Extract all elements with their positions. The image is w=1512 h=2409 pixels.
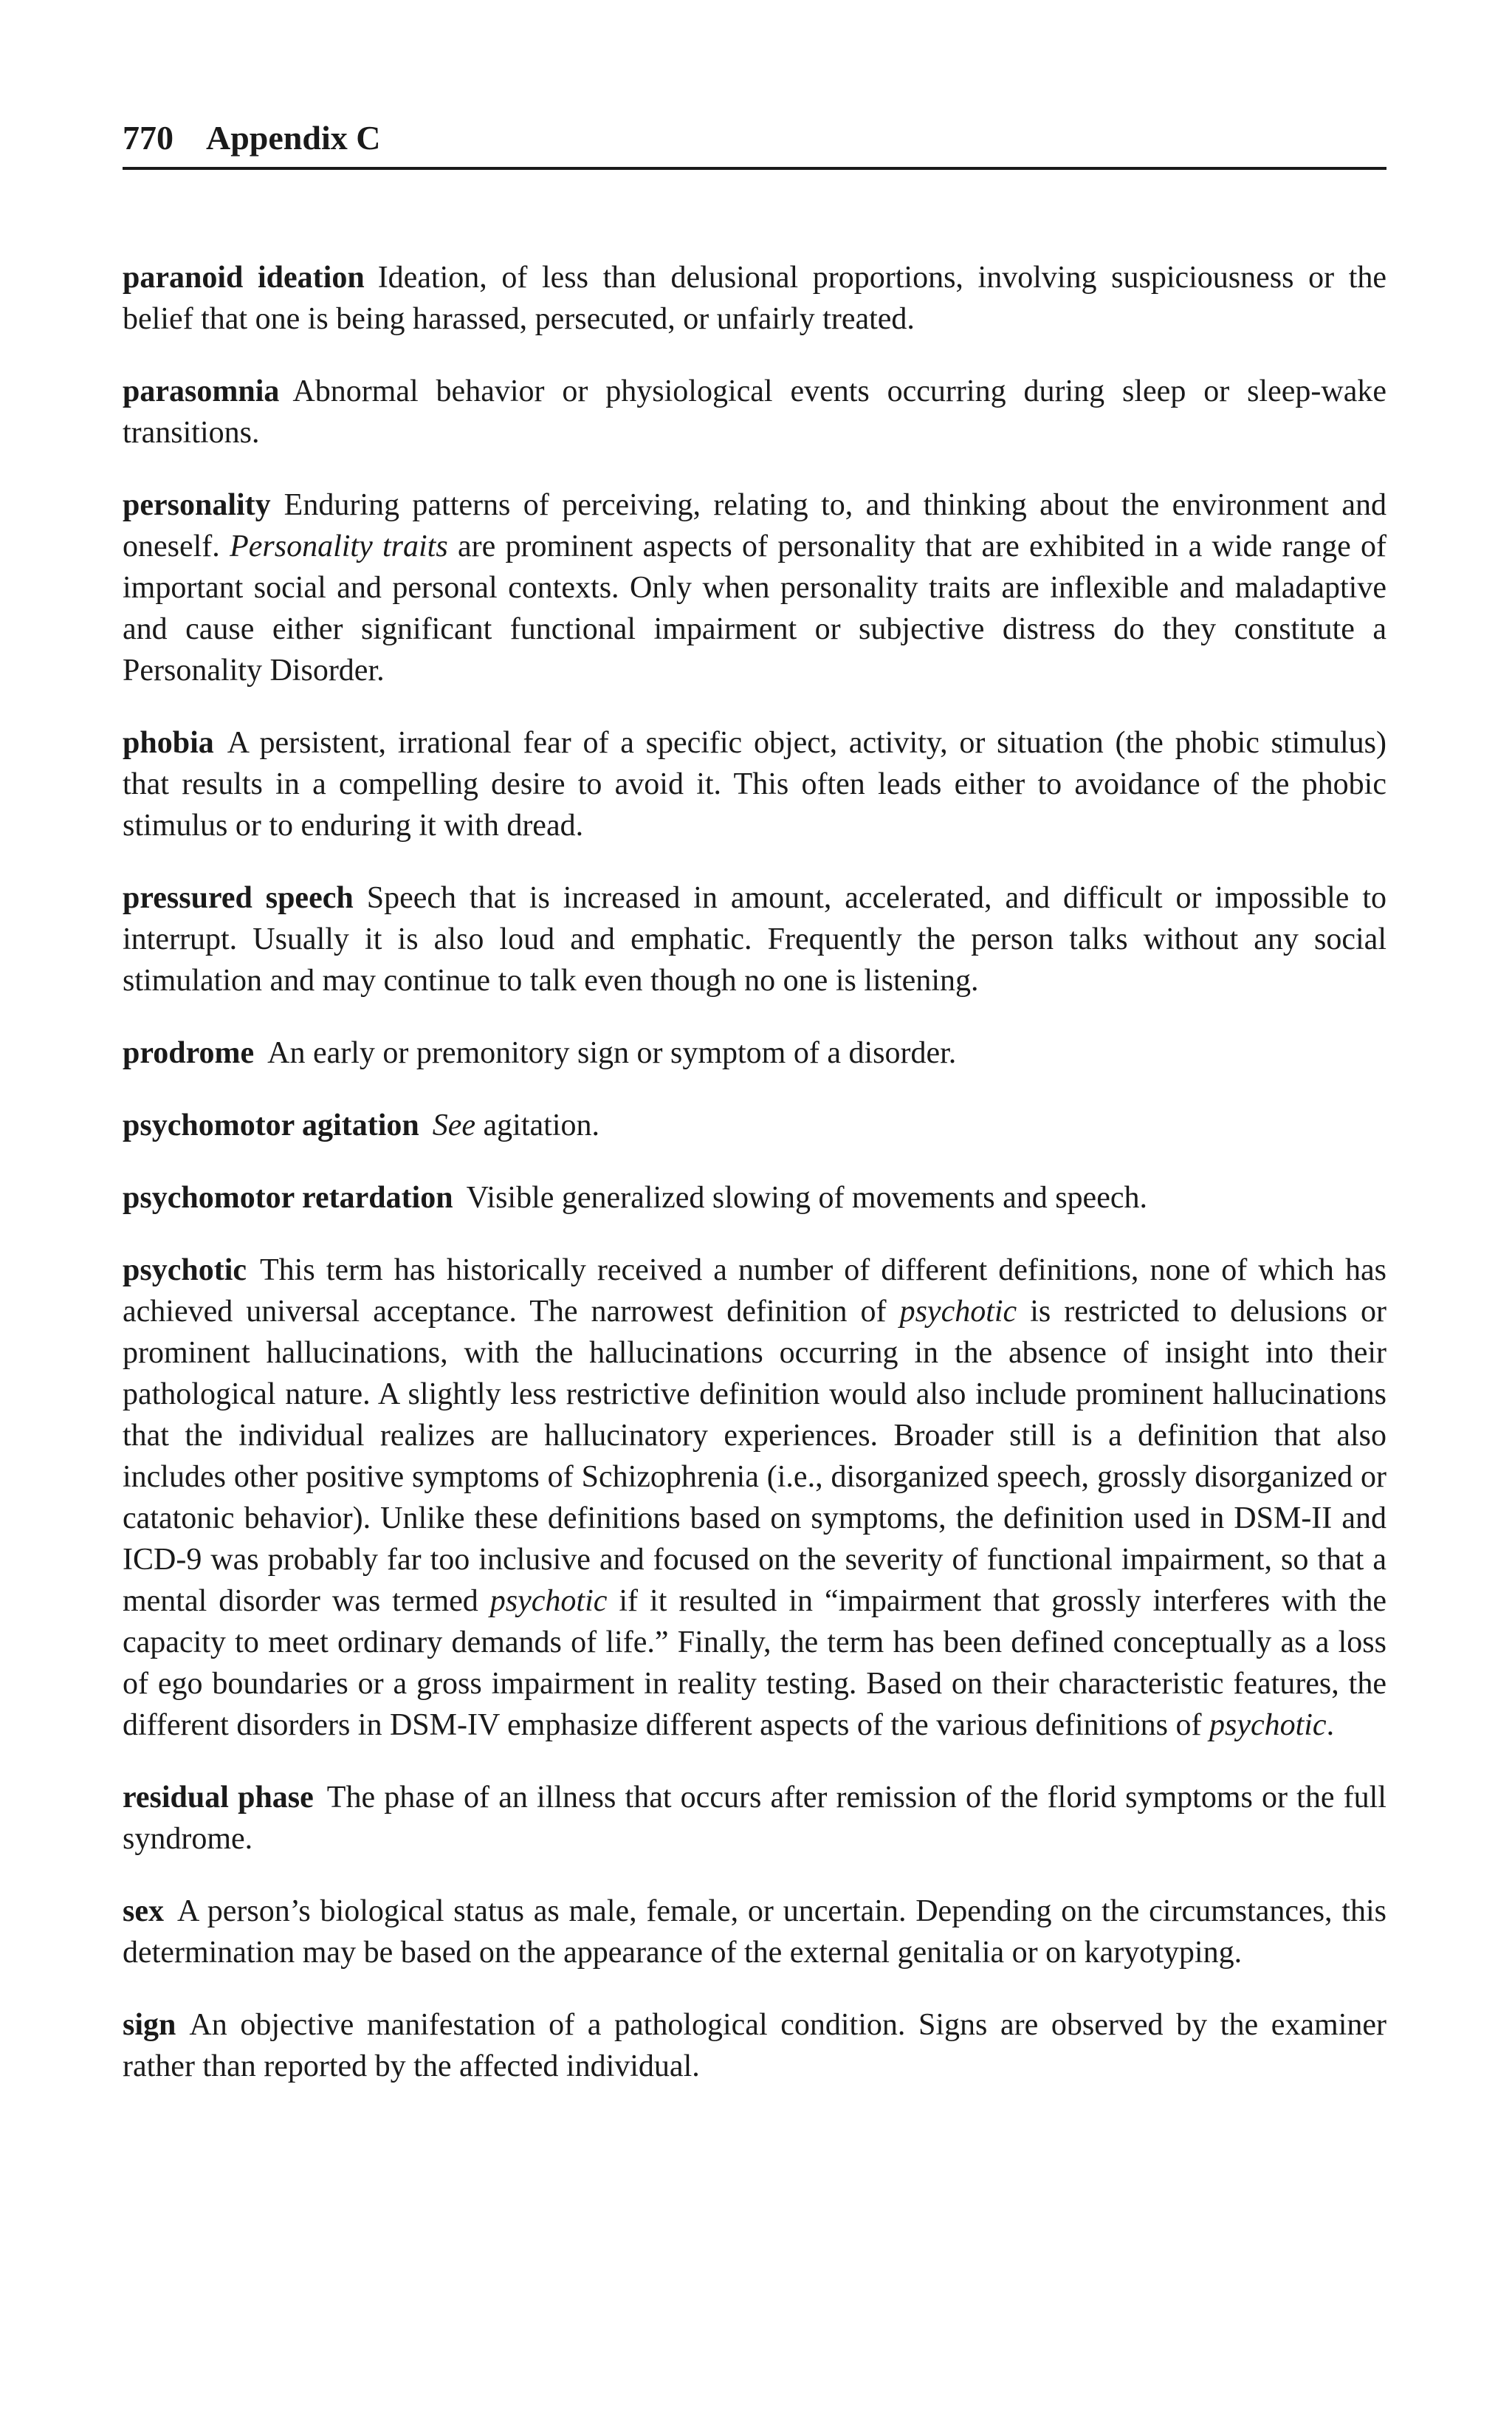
- glossary-definition-cont: .: [1326, 1708, 1335, 1742]
- glossary-entry-personality: [123, 484, 1386, 691]
- glossary-entry-sex: [123, 1891, 1386, 1973]
- glossary-term: parasomnia: [123, 374, 280, 408]
- glossary-term: residual phase: [123, 1781, 314, 1815]
- glossary-term: personality: [123, 488, 271, 522]
- glossary-definition-cont: are prominent aspects of personality that are exhibited in a wide range of important social and personal contexts. Only when personality traits are inflexible and maladaptive and cause either significant functional impairment or subjective distress do they constitute a Personality Disorder.: [123, 530, 1386, 688]
- italic-term: psychotic: [1209, 1708, 1327, 1742]
- glossary-definition: A person’s biological status as male, female, or uncertain. Depending on the circumstances, this determination may be based on the appearance of the external genitalia or on karyotyping.: [123, 1894, 1386, 1970]
- glossary-term: paranoid ideation: [123, 261, 365, 295]
- glossary-entry-phobia: [123, 722, 1386, 846]
- glossary-definition: Ideation, of less than delusional proportions, involving suspiciousness or the belief that one is being harassed, persecuted, or unfairly treated.: [123, 261, 1387, 336]
- italic-term: psychotic: [489, 1584, 608, 1618]
- glossary-term: pressured speech: [123, 881, 354, 915]
- glossary-entry-prodrome: [123, 1032, 1386, 1074]
- glossary-term: psychotic: [123, 1253, 247, 1287]
- glossary-entry-paranoid-ideation: [123, 257, 1386, 340]
- glossary-term: psychomotor agitation: [123, 1108, 419, 1142]
- glossary-entries: [123, 257, 1386, 2118]
- glossary-definition-cont: if it resulted in “impairment that grossly interferes with the capacity to meet ordinary demands of life.” Finally, the term has been defined conceptually as a loss of ego boundaries or a gross impairment in reality testing. Based on their characteristic features, the different disorders in DSM-IV emphasize different aspects of the various definitions of: [123, 1584, 1387, 1742]
- glossary-definition: Abnormal behavior or physiological events occurring during sleep or sleep-wake transitions.: [123, 374, 1386, 450]
- glossary-entry-psychomotor-retardation: [123, 1177, 1386, 1219]
- glossary-term: sex: [123, 1894, 164, 1928]
- glossary-definition: Visible generalized slowing of movements and speech.: [466, 1181, 1147, 1215]
- page-number: 770: [123, 119, 173, 157]
- glossary-entry-psychotic: [123, 1250, 1386, 1746]
- glossary-definition: An objective manifestation of a pathological condition. Signs are observed by the examiner rather than reported by the affected individual.: [123, 2008, 1386, 2083]
- glossary-definition: The phase of an illness that occurs after remission of the florid symptoms or the full syndrome.: [123, 1781, 1386, 1856]
- glossary-term: sign: [123, 2008, 176, 2042]
- glossary-definition: This term has historically received a number of different definitions, none of which has achieved universal acceptance. The narrowest definition of: [123, 1253, 1386, 1329]
- glossary-definition: A persistent, irrational fear of a specific object, activity, or situation (the phobic stimulus) that results in a compelling desire to avoid it. This often leads either to avoidance of the phobic stimulus or to enduring it with dread.: [123, 726, 1386, 843]
- glossary-definition: agitation.: [475, 1108, 599, 1142]
- glossary-definition: Enduring patterns of perceiving, relating to, and thinking about the environment and oneself.: [123, 488, 1386, 563]
- glossary-term: prodrome: [123, 1036, 255, 1070]
- glossary-definition: Speech that is increased in amount, accelerated, and difficult or impossible to interrupt. Usually it is also loud and emphatic. Frequently the person talks without any social stimulation and may continue to talk even though no one is listening.: [123, 881, 1386, 998]
- glossary-entry-pressured-speech: [123, 877, 1386, 1001]
- running-header: [123, 109, 1386, 170]
- glossary-term: psychomotor retardation: [123, 1181, 453, 1215]
- glossary-entry-residual-phase: [123, 1777, 1386, 1860]
- see-reference: See: [432, 1108, 476, 1142]
- glossary-entry-sign: [123, 2004, 1386, 2087]
- section-title: Appendix C: [206, 119, 381, 157]
- glossary-entry-psychomotor-agitation: [123, 1105, 1386, 1146]
- glossary-definition: An early or premonitory sign or symptom of a disorder.: [267, 1036, 957, 1070]
- glossary-term: phobia: [123, 726, 214, 760]
- glossary-definition-cont: is restricted to delusions or prominent hallucinations, with the hallucinations occurring in the absence of insight into their pathological nature. A slightly less restrictive definition would also include prominent hallucinations that the individual realizes are hallucinatory experiences. Broader still is a definition that also includes other positive symptoms of Schizophrenia (i.e., disorganized speech, grossly disorganized or catatonic behavior). Unlike these definitions based on symptoms, the definition used in DSM-II and ICD-9 was probably far too inclusive and focused on the severity of functional impairment, so that a mental disorder was termed: [123, 1295, 1386, 1618]
- italic-term: psychotic: [899, 1295, 1017, 1329]
- glossary-entry-parasomnia: [123, 371, 1386, 453]
- italic-term: Personality traits: [230, 530, 448, 563]
